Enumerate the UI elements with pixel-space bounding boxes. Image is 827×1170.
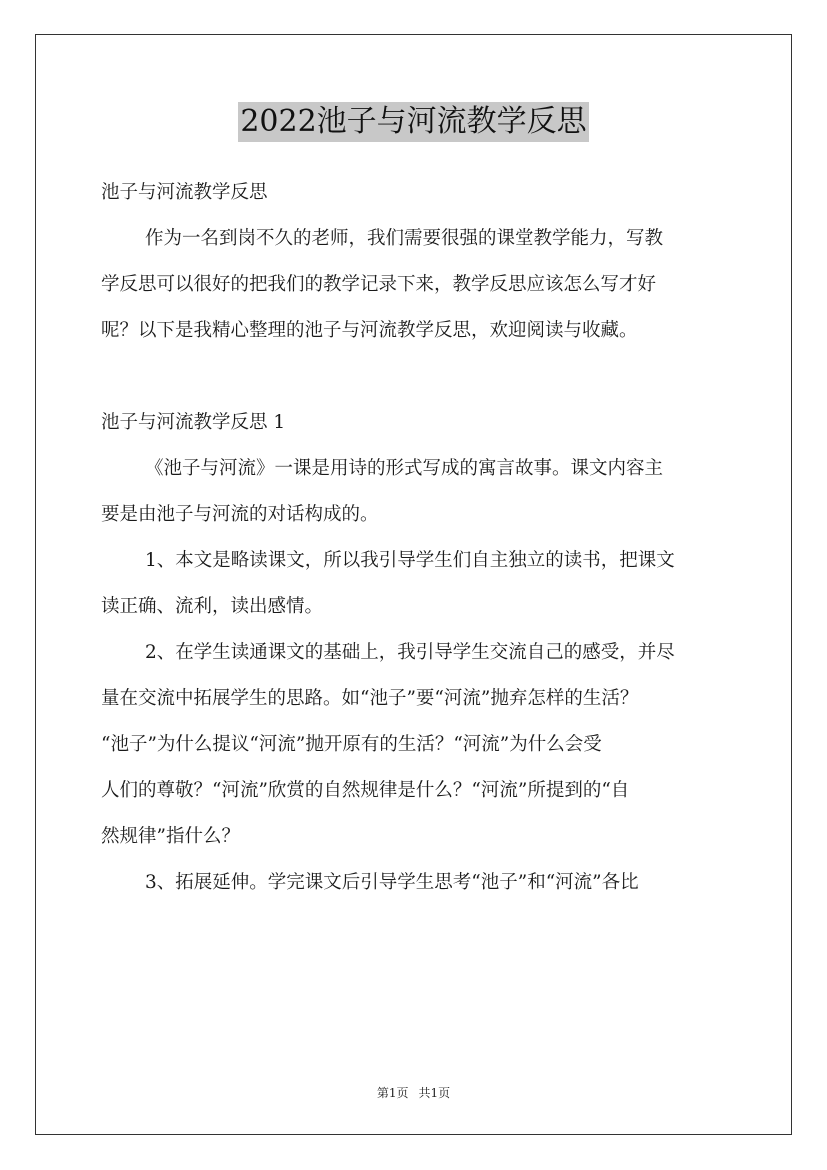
paragraph-line: 要是由池子与河流的对话构成的。 — [101, 504, 379, 525]
paragraph-line: 3、拓展延伸。学完课文后引导学生思考“池子”和“河流”各比 — [145, 872, 639, 893]
intro-line: 学反思可以很好的把我们的教学记录下来，教学反思应该怎么写才好 — [101, 274, 657, 295]
title-container — [0, 102, 827, 142]
document-body — [101, 170, 733, 906]
paragraph-line: 2、在学生读通课文的基础上，我引导学生交流自己的感受，并尽 — [145, 642, 675, 663]
document-title: 2022池子与河流教学反思 — [238, 102, 588, 142]
paragraph-line: 《池子与河流》一课是用诗的形式写成的寓言故事。课文内容主 — [145, 458, 664, 479]
paragraph-line: “池子”为什么提议“河流”抛开原有的生活？“河流”为什么会受 — [101, 734, 602, 755]
paragraph-gap — [101, 354, 733, 400]
section-heading: 池子与河流教学反思 1 — [101, 412, 286, 433]
intro-line: 呢？以下是我精心整理的池子与河流教学反思，欢迎阅读与收藏。 — [101, 320, 638, 341]
paragraph-line: 1、本文是略读课文，所以我引导学生们自主独立的读书，把课文 — [145, 550, 675, 571]
intro-line: 作为一名到岗不久的老师，我们需要很强的课堂教学能力，写教 — [145, 228, 664, 249]
page-number: 第1页 — [376, 1086, 409, 1100]
subtitle: 池子与河流教学反思 — [101, 182, 268, 203]
paragraph-line: 然规律”指什么？ — [101, 826, 240, 847]
page-footer — [0, 1084, 827, 1101]
page-total: 共1页 — [418, 1086, 451, 1100]
paragraph-line: 量在交流中拓展学生的思路。如“池子”要“河流”抛弃怎样的生活？ — [101, 688, 639, 709]
paragraph-line: 人们的尊敬？“河流”欣赏的自然规律是什么？“河流”所提到的“自 — [101, 780, 630, 801]
paragraph-line: 读正确、流利，读出感情。 — [101, 596, 324, 617]
